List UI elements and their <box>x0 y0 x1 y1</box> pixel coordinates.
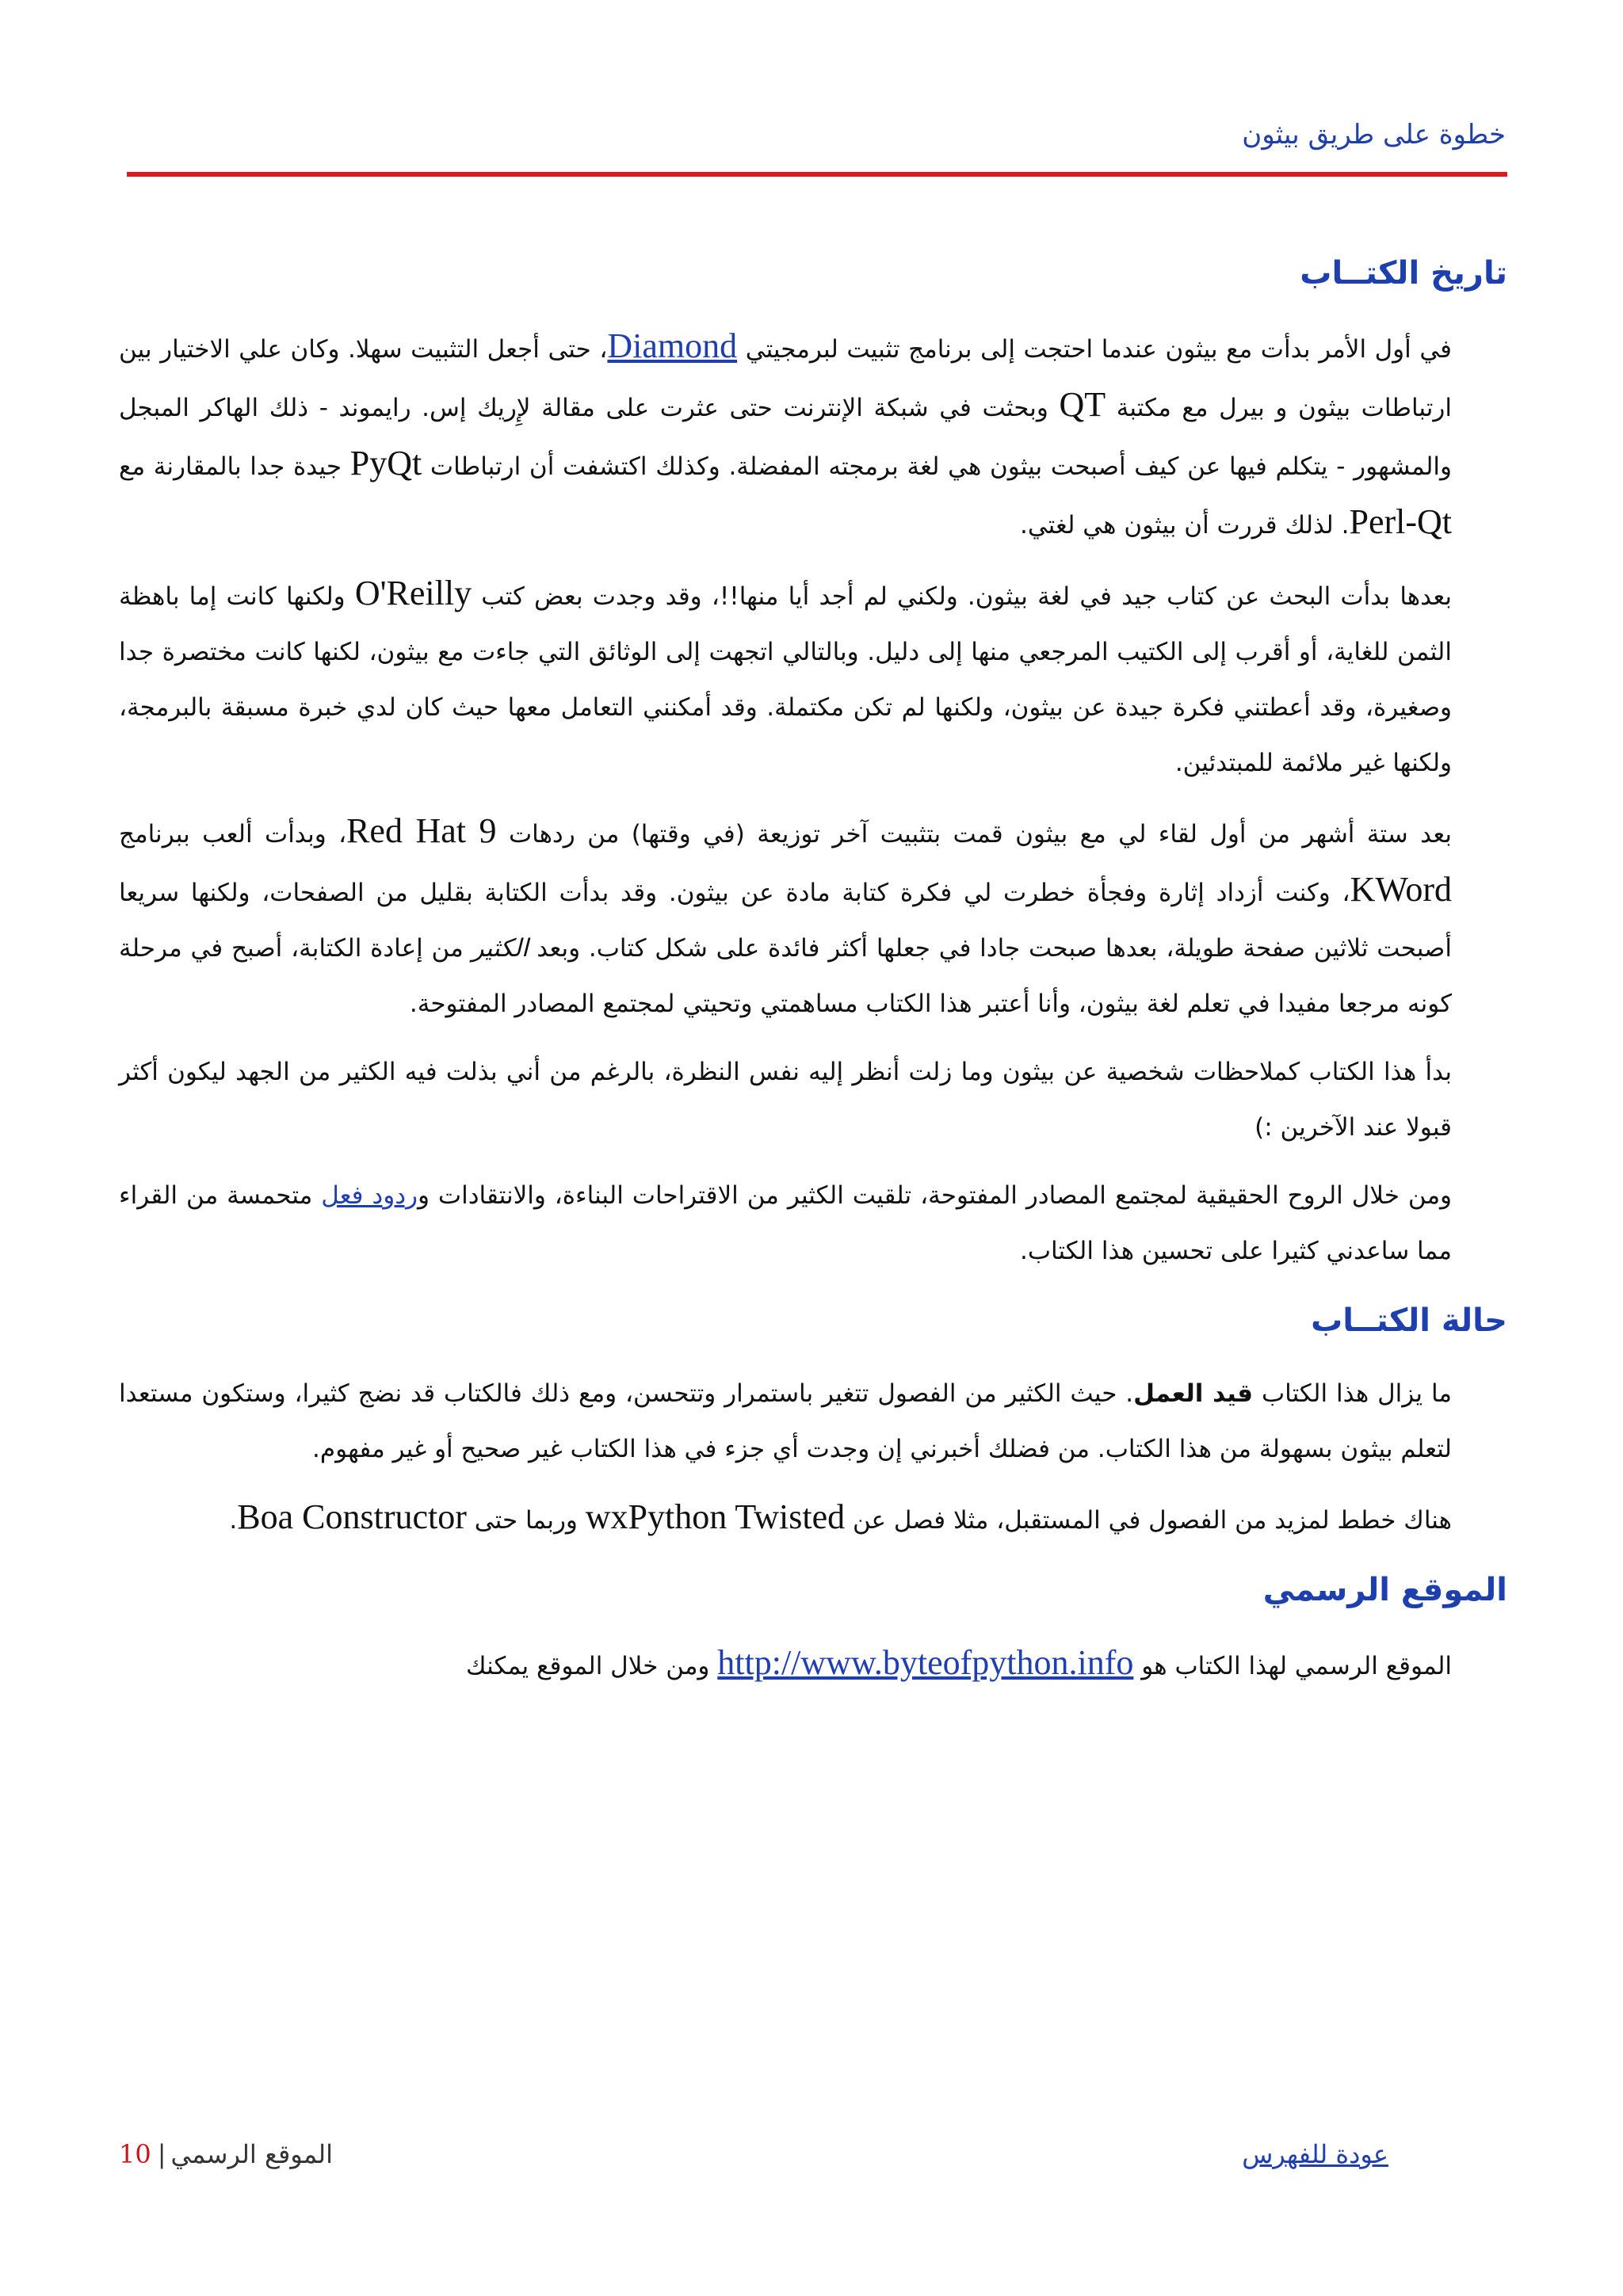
text: . حيث الكثير من الفصول تتغير باستمرار وتتحسن، ومع ذلك فالكتاب قد نضج كثيرا، وستكون مستعدا لتعلم بيثون بسهولة من هذا الكتاب. من فضلك أخبرني إن وجدت أي جزء في هذا الكتاب غير صحيح أو غير مفهوم. <box>119 1379 1452 1463</box>
perlqt-term: Perl-Qt <box>1349 502 1452 541</box>
text: بعدها بدأت البحث عن كتاب جيد في لغة بيثون. ولكني لم أجد أيا منها!!، وقد وجدت بعض كتب <box>472 582 1452 611</box>
text: جيدة جدا بالمقارنة مع <box>119 452 350 481</box>
redhat-term: Red Hat 9 <box>346 811 497 850</box>
paragraph-history-2 <box>119 566 1507 791</box>
wxpython-term: wxPython Twisted <box>585 1497 846 1536</box>
boa-term: Boa Constructor <box>237 1497 467 1536</box>
footer-page-info <box>119 2139 333 2169</box>
paragraph-status-1 <box>119 1366 1507 1477</box>
text: ومن خلال الروح الحقيقية لمجتمع المصادر المفتوحة، تلقيت الكثير من الاقتراحات البناءة، والانتقادات و <box>417 1181 1453 1210</box>
text: في أول الأمر بدأت مع بيثون عندما احتجت إلى برنامج تثبيت لبرمجيتي <box>737 335 1452 364</box>
text: ، حتى أجعل التثبيت سهلا. وكان علي الاختيار بين ارتباطات بيثون و بيرل مع مكتبة <box>119 335 1452 422</box>
emphasis-text: الكثير <box>472 934 529 963</box>
qt-term: QT <box>1059 385 1106 424</box>
paragraph-history-5 <box>119 1168 1507 1279</box>
paragraph-status-2 <box>119 1489 1507 1548</box>
footer-section-name: الموقع الرسمي <box>170 2139 333 2169</box>
page-footer <box>119 2139 1507 2179</box>
text: بعد ستة أشهر من أول لقاء لي مع بيثون قمت بتثبيت آخر توزيعة (في وقتها) من ردهات <box>496 820 1452 849</box>
page-content <box>119 238 1507 1707</box>
text: ما يزال هذا الكتاب <box>1253 1379 1452 1408</box>
website-url-link[interactable]: http://www.byteofpython.info <box>717 1643 1134 1682</box>
text: هناك خطط لمزيد من الفصول في المستقبل، مثلا فصل عن <box>845 1506 1452 1535</box>
back-to-index-link[interactable]: عودة للفهرس <box>1242 2139 1388 2169</box>
text: متحمسة من القراء مما ساعدني كثيرا على تحسين هذا الكتاب. <box>119 1181 1452 1265</box>
page-number: 10 <box>119 2139 151 2169</box>
section-title-history: تاريخ الكتــاب <box>1300 255 1507 292</box>
section-title-website: الموقع الرسمي <box>1262 1572 1507 1608</box>
text: . لذلك قررت أن بيثون هي لغتي. <box>1019 511 1350 540</box>
text: ولكنها كانت إما باهظة الثمن للغاية، أو أقرب إلى الكتيب المرجعي منها إلى دليل. وبالتالي اتجهت إلى الوثائق التي جاءت مع بيثون، لكنها كانت مختصرة جدا وصغيرة، وقد أعطتني فكرة جيدة عن بيثون، ولكنها لم تكن مكتملة. وقد أمكنني التعامل معها حيث كان لدي خبرة مسبقة بالبرمجة، ولكنها غير ملائمة للمبتدئين. <box>119 582 1452 777</box>
text: وربما حتى <box>466 1506 586 1535</box>
oreilly-term: O'Reilly <box>354 574 472 612</box>
strong-text: قيد العمل <box>1133 1379 1254 1408</box>
text: وبحثت في شبكة الإنترنت حتى عثرت على مقالة لإِريك إس. رايموند - ذلك الهاكر المبجل والمشهور - يتكلم فيها عن كيف أصبحت بيثون هي لغة برمجته المفضلة. وكذلك اكتشفت أن ارتباطات <box>119 394 1452 481</box>
paragraph-website-1 <box>119 1635 1507 1694</box>
text: ، وكنت أزداد إثارة وفجأة خطرت لي فكرة كتابة مادة عن بيثون. وقد بدأت الكتابة بقليل من الصفحات، ولكنها سريعا أصبحت ثلاثين صفحة طويلة، بعدها صبحت جادا في جعلها أكثر فائدة على شكل كتاب. وبعد <box>119 879 1452 963</box>
paragraph-history-1 <box>119 318 1507 553</box>
text: ومن خلال الموقع يمكنك <box>466 1652 718 1680</box>
feedback-link[interactable]: ردود فعل <box>321 1181 418 1210</box>
diamond-link[interactable]: Diamond <box>607 326 738 365</box>
section-title-status: حالة الكتــاب <box>1311 1302 1507 1339</box>
text: من إعادة الكتابة، أصبح في مرحلة كونه مرجعا مفيدا في تعلم لغة بيثون، وأنا أعتبر هذا الكتاب مساهمتي وتحيتي لمجتمع المصادر المفتوحة. <box>119 934 1452 1018</box>
header-divider <box>127 172 1507 177</box>
pyqt-term: PyQt <box>349 444 422 482</box>
text: ، وبدأت ألعب ببرنامج <box>119 820 347 849</box>
footer-separator: | <box>157 2139 166 2169</box>
running-header-title: خطوة على طريق بيثون <box>1242 119 1506 151</box>
kword-term: KWord <box>1350 870 1452 909</box>
text: الموقع الرسمي لهذا الكتاب هو <box>1133 1652 1452 1680</box>
paragraph-history-3 <box>119 803 1507 1032</box>
text: . <box>229 1506 238 1535</box>
paragraph-history-4: بدأ هذا الكتاب كملاحظات شخصية عن بيثون وما زلت أنظر إليه نفس النظرة، بالرغم من أني بذلت فيه الكثير من الجهد ليكون أكثر قبولا عند الآخرين :) <box>119 1058 1452 1142</box>
